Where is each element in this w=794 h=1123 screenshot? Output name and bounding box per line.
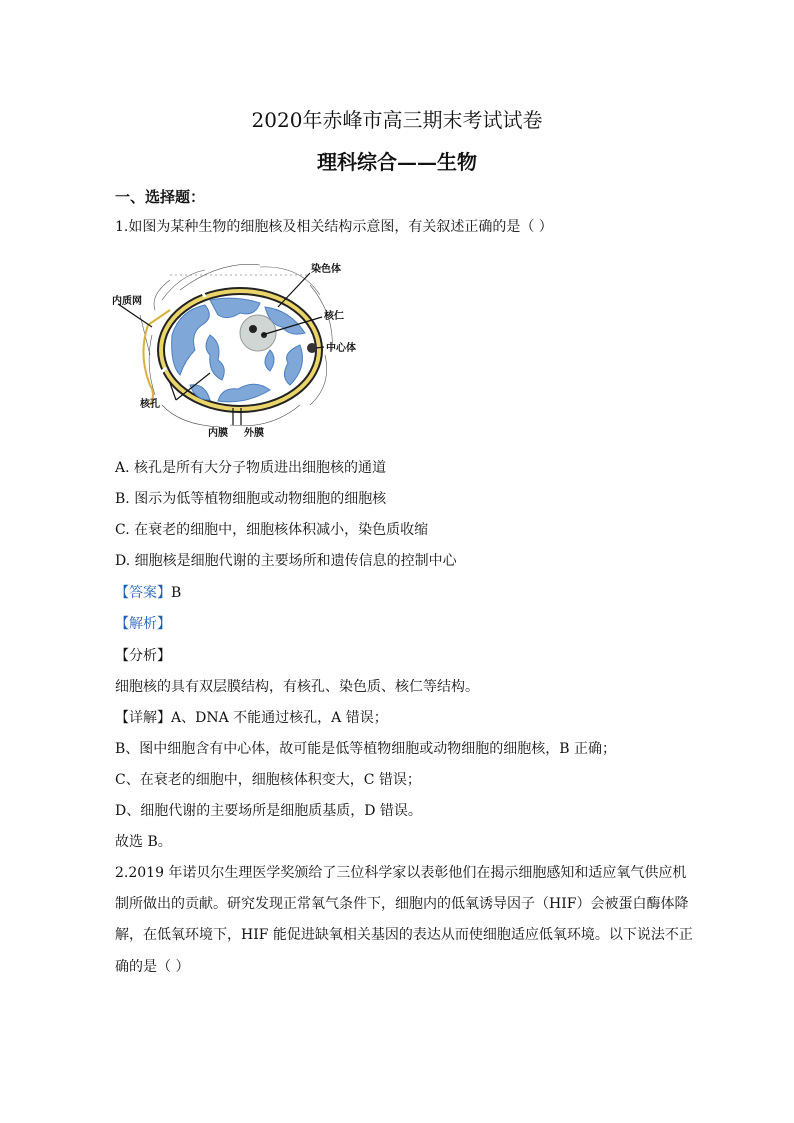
section-heading: 一、选择题：	[115, 188, 206, 206]
label-outer-membrane: 外膜	[244, 428, 264, 439]
fenxi-tag: 【分析】	[115, 648, 171, 664]
label-nuclear-pore: 核孔	[140, 399, 160, 410]
label-nucleolus: 核仁	[324, 311, 344, 322]
label-centrosome: 中心体	[326, 343, 356, 354]
detail-line-a	[115, 707, 388, 727]
q1-option-c: C. 在衰老的细胞中，细胞核体积减小，染色质收缩	[115, 522, 429, 538]
answer-value: B	[171, 585, 182, 601]
detail-tag: 【详解】	[115, 710, 171, 726]
q1-stem: 1.如图为某种生物的细胞核及相关结构示意图，有关叙述正确的是（ ）	[115, 219, 553, 235]
q1-conclusion: 故选 B。	[115, 834, 172, 850]
centrosome-shape	[307, 343, 317, 353]
answer-tag: 【答案】	[115, 585, 171, 601]
q2-line-4: 确的是（ ）	[115, 959, 190, 975]
q2-line-1: 2.2019 年诺贝尔生理医学奖颁给了三位科学家以表彰他们在揭示细胞感知和适应氧气供应机	[115, 865, 687, 881]
detail-text-a: A、DNA 不能通过核孔，A 错误；	[171, 710, 388, 726]
q1-option-a: A. 核孔是所有大分子物质进出细胞核的通道	[115, 460, 387, 476]
exam-subtitle: 理科综合——生物	[317, 150, 477, 174]
q1-answer	[115, 582, 181, 602]
detail-line-c: C、在衰老的细胞中，细胞核体积变大，C 错误；	[115, 772, 421, 788]
label-inner-membrane: 内膜	[208, 428, 228, 439]
q1-option-b: B. 图示为低等植物细胞或动物细胞的细胞核	[115, 491, 387, 507]
label-chromosome: 染色体	[311, 264, 341, 275]
q2-line-2: 制所做出的贡献。研究发现正常氧气条件下，细胞内的低氧诱导因子（HIF）会被蛋白酶体降	[115, 896, 689, 912]
fenxi-text: 细胞核的具有双层膜结构，有核孔、染色质、核仁等结构。	[115, 679, 479, 695]
nucleus-figure	[110, 255, 370, 440]
q1-option-d: D. 细胞核是细胞代谢的主要场所和遗传信息的控制中心	[115, 553, 457, 569]
detail-line-b: B、图中细胞含有中心体，故可能是低等植物细胞或动物细胞的细胞核，B 正确；	[115, 741, 617, 757]
exam-title: 2020年赤峰市高三期末考试试卷	[251, 108, 543, 132]
label-er: 内质网	[112, 296, 142, 307]
detail-line-d: D、细胞代谢的主要场所是细胞质基质，D 错误。	[115, 803, 422, 819]
analysis-tag: 【解析】	[115, 616, 171, 632]
q2-line-3: 解，在低氧环境下，HIF 能促进缺氧相关基因的表达从而使细胞适应低氧环境。以下说法不正	[115, 927, 693, 943]
